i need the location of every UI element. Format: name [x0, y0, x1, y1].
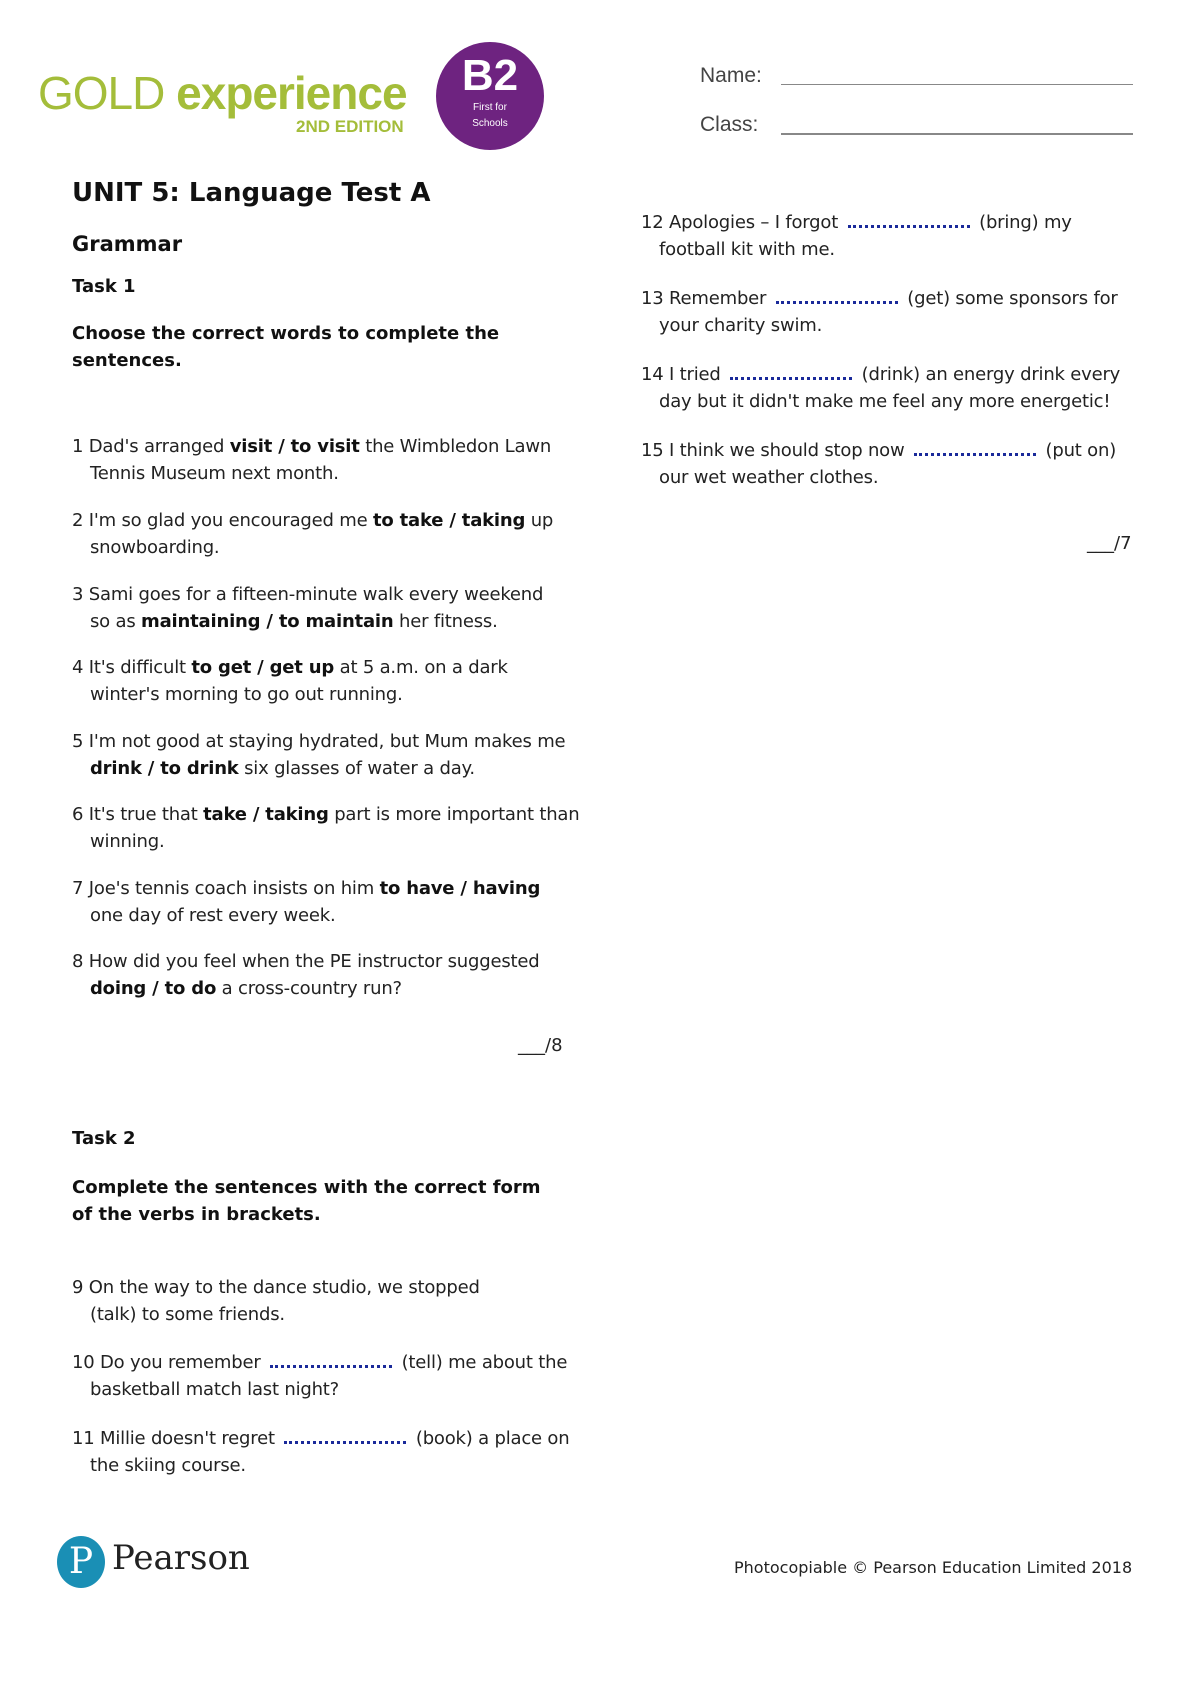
- question-item: [72, 1349, 582, 1403]
- question-line: [641, 209, 1151, 236]
- question-text: the skiing course.: [90, 1455, 246, 1476]
- question-text: (put on): [1040, 440, 1117, 461]
- question-line: [641, 464, 1151, 491]
- name-label: Name:: [700, 64, 762, 87]
- question-text: (drink) an energy drink every: [856, 364, 1121, 385]
- level-sub-1: First for: [473, 102, 507, 113]
- question-line: [72, 507, 582, 534]
- question-item: [72, 433, 582, 487]
- question-line: [72, 875, 582, 902]
- question-line: [72, 1425, 582, 1452]
- question-line: [72, 902, 582, 929]
- logo-edition: 2ND EDITION: [296, 117, 404, 136]
- question-text: 12 Apologies – I forgot: [641, 212, 844, 233]
- question-item: [72, 948, 582, 1002]
- question-text: (book) a place on: [410, 1428, 570, 1449]
- level-text: B2: [461, 51, 519, 100]
- question-item: [72, 654, 582, 708]
- task2-score: ___/7: [1087, 533, 1132, 554]
- answer-options: maintaining / to maintain: [141, 611, 394, 632]
- question-text: our wet weather clothes.: [659, 467, 879, 488]
- question-text: (get) some sponsors for: [901, 288, 1118, 309]
- question-line: [641, 388, 1151, 415]
- question-text: your charity swim.: [659, 315, 823, 336]
- answer-blank[interactable]: [284, 1425, 406, 1444]
- question-text: 14 I tried: [641, 364, 727, 385]
- page-title: UNIT 5: Language Test A: [72, 178, 431, 208]
- question-text: snowboarding.: [90, 537, 220, 558]
- question-text: 8 How did you feel when the PE instructor suggested: [72, 951, 540, 972]
- question-item: [641, 437, 1151, 491]
- answer-blank[interactable]: [776, 285, 898, 304]
- answer-options: drink / to drink: [90, 758, 239, 779]
- question-text: (talk) to some friends.: [90, 1304, 285, 1325]
- question-text: 7 Joe's tennis coach insists on him: [72, 878, 380, 899]
- task1-heading: Task 1: [72, 276, 136, 297]
- question-line: [72, 681, 582, 708]
- question-text: up: [525, 510, 554, 531]
- question-text: a cross-country run?: [216, 978, 402, 999]
- question-text: 9 On the way to the dance studio, we stopped: [72, 1277, 480, 1298]
- question-item: [641, 361, 1151, 415]
- level-sub-2: Schools: [472, 118, 508, 129]
- question-item: [72, 728, 582, 782]
- question-text: Tennis Museum next month.: [90, 463, 339, 484]
- question-line: [72, 534, 582, 561]
- question-line: [72, 1452, 582, 1479]
- question-text: 3 Sami goes for a fifteen-minute walk every weekend: [72, 584, 544, 605]
- question-line: [72, 828, 582, 855]
- question-text: her fitness.: [393, 611, 498, 632]
- question-line: [72, 728, 582, 755]
- question-line: [72, 581, 582, 608]
- question-line: [72, 755, 582, 782]
- question-line: [641, 312, 1151, 339]
- answer-options: doing / to do: [90, 978, 217, 999]
- question-line: [641, 361, 1151, 388]
- question-line: [72, 975, 582, 1002]
- question-text: 2 I'm so glad you encouraged me: [72, 510, 374, 531]
- question-item: [641, 285, 1151, 339]
- question-item: [72, 1274, 582, 1328]
- question-text: winter's morning to go out running.: [90, 684, 403, 705]
- question-line: [72, 948, 582, 975]
- question-item: [72, 1425, 582, 1479]
- answer-options: visit / to visit: [229, 436, 360, 457]
- question-line: [72, 1274, 582, 1301]
- answer-blank[interactable]: [730, 361, 852, 380]
- answer-blank[interactable]: [848, 209, 970, 228]
- question-line: [72, 1349, 582, 1376]
- logo-gold-text: GOLD: [38, 67, 165, 119]
- question-text: 6 It's true that: [72, 804, 204, 825]
- answer-blank[interactable]: [270, 1349, 392, 1368]
- question-text: winning.: [90, 831, 165, 852]
- answer-options: take / taking: [203, 804, 329, 825]
- section-heading: Grammar: [72, 232, 183, 256]
- question-line: [641, 285, 1151, 312]
- question-line: [641, 437, 1151, 464]
- question-line: [72, 433, 582, 460]
- task1-score: ___/8: [518, 1035, 563, 1056]
- question-item: [72, 801, 582, 855]
- question-text: 4 It's difficult: [72, 657, 192, 678]
- answer-blank[interactable]: [914, 437, 1036, 456]
- copyright-footer: Photocopiable © Pearson Education Limited 2018: [734, 1558, 1133, 1577]
- question-text: 11 Millie doesn't regret: [72, 1428, 281, 1449]
- task2-instruction: Complete the sentences with the correct form of the verbs in brackets.: [72, 1177, 541, 1225]
- class-field[interactable]: [781, 133, 1133, 135]
- task1-instruction: Choose the correct words to complete the sentences.: [72, 323, 500, 371]
- question-text: (bring) my: [973, 212, 1072, 233]
- question-text: 5 I'm not good at staying hydrated, but Mum makes me: [72, 731, 566, 752]
- name-field[interactable]: [781, 84, 1133, 85]
- class-label: Class:: [700, 113, 759, 136]
- question-text: 13 Remember: [641, 288, 772, 309]
- question-line: [72, 460, 582, 487]
- question-item: [72, 581, 582, 635]
- question-text: football kit with me.: [659, 239, 835, 260]
- question-text: the Wimbledon Lawn: [359, 436, 552, 457]
- question-text: basketball match last night?: [90, 1379, 340, 1400]
- question-text: six glasses of water a day.: [238, 758, 475, 779]
- pearson-logo-icon: P: [57, 1536, 105, 1588]
- question-text: so as: [90, 611, 142, 632]
- question-text: part is more important than: [328, 804, 580, 825]
- answer-options: to take / taking: [373, 510, 526, 531]
- question-line: [641, 236, 1151, 263]
- answer-options: to get / get up: [191, 657, 335, 678]
- question-item: [72, 507, 582, 561]
- question-text: 10 Do you remember: [72, 1352, 267, 1373]
- question-text: day but it didn't make me feel any more energetic!: [659, 391, 1111, 412]
- question-text: one day of rest every week.: [90, 905, 336, 926]
- task2-heading: Task 2: [72, 1128, 136, 1149]
- question-line: [72, 654, 582, 681]
- logo-experience-text: experience: [176, 67, 407, 119]
- question-text: 1 Dad's arranged: [72, 436, 230, 457]
- question-item: [641, 209, 1151, 263]
- answer-options: to have / having: [379, 878, 541, 899]
- question-text: 15 I think we should stop now: [641, 440, 911, 461]
- question-line: [72, 1301, 582, 1328]
- gold-experience-logo: [38, 66, 407, 120]
- pearson-wordmark: Pearson: [112, 1538, 250, 1578]
- question-line: [72, 801, 582, 828]
- question-text: at 5 a.m. on a dark: [334, 657, 508, 678]
- question-item: [72, 875, 582, 929]
- level-badge: [436, 42, 544, 150]
- question-line: [72, 608, 582, 635]
- question-line: [72, 1376, 582, 1403]
- question-text: (tell) me about the: [396, 1352, 568, 1373]
